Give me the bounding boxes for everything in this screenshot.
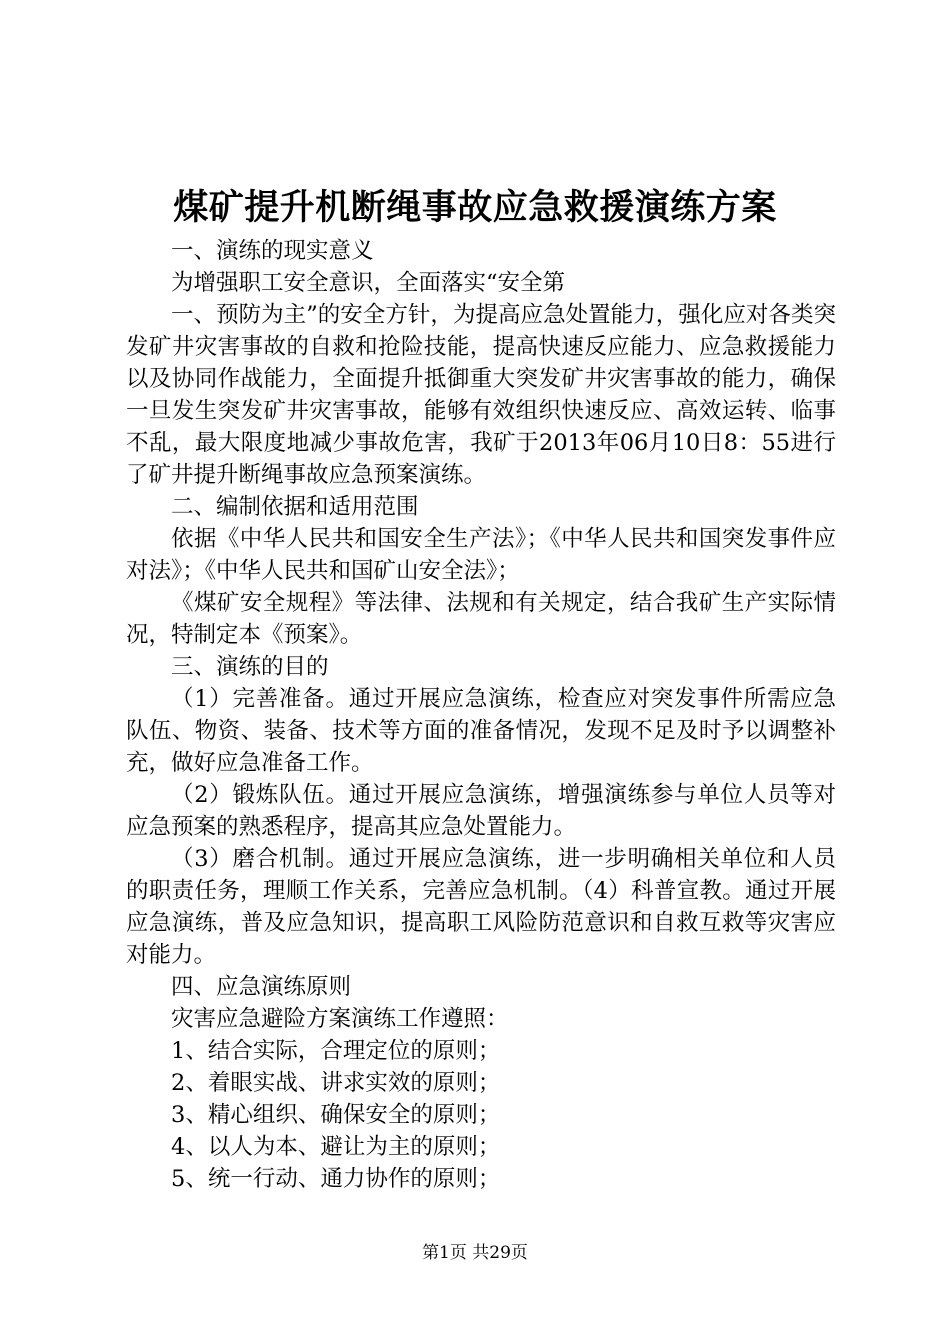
paragraph-intro: 为增强职工安全意识，全面落实“安全第 bbox=[171, 270, 566, 296]
principle-item: 4、以人为本、避让为主的原则； bbox=[171, 1134, 501, 1160]
document-title: 煤矿提升机断绳事故应急救援演练方案 bbox=[173, 187, 777, 228]
section-heading-2: 二、编制依据和适用范围 bbox=[171, 494, 419, 520]
paragraph-basis-laws: 依据《中华人民共和国安全生产法》；《中华人民共和国突发事件应对法》；《中华人民共和国矿山安全法》； bbox=[126, 526, 836, 584]
principle-item: 5、统一行动、通力协作的原则； bbox=[171, 1166, 501, 1192]
paragraph-basis-rules: 《煤矿安全规程》等法律、法规和有关规定，结合我矿生产实际情况，特制定本《预案》。 bbox=[126, 590, 836, 648]
section-heading-1: 一、演练的现实意义 bbox=[171, 238, 374, 264]
paragraph-significance: 一、预防为主”的安全方针，为提高应急处置能力，强化应对各类突发矿井灾害事故的自救和抢险技能，提高快速反应能力、应急救援能力以及协同作战能力，全面提升抵御重大突发矿井灾害事故的能力，确保一旦发生突发矿井灾害事故，能够有效组织快速反应、高效运转、临事不乱，最大限度地减少事故危害，我矿于2013年06月10日8：55进行了矿井提升断绳事故应急预案演练。 bbox=[126, 302, 836, 488]
section-heading-4: 四、应急演练原则 bbox=[171, 974, 352, 1000]
paragraph-purpose-1: （1）完善准备。通过开展应急演练，检查应对突发事件所需应急队伍、物资、装备、技术等方面的准备情况，发现不足及时予以调整补充，做好应急准备工作。 bbox=[126, 686, 836, 776]
principle-item: 1、结合实际，合理定位的原则； bbox=[171, 1038, 501, 1064]
principle-item: 3、精心组织、确保安全的原则； bbox=[171, 1102, 501, 1128]
paragraph-principles-intro: 灾害应急避险方案演练工作遵照： bbox=[171, 1006, 509, 1032]
section-heading-3: 三、演练的目的 bbox=[171, 654, 329, 680]
page-number: 第1页 共29页 bbox=[422, 1243, 528, 1263]
document-body bbox=[126, 235, 836, 1195]
paragraph-purpose-2: （2）锻炼队伍。通过开展应急演练，增强演练参与单位人员等对应急预案的熟悉程序，提高其应急处置能力。 bbox=[126, 782, 836, 840]
paragraph-purpose-3: （3）磨合机制。通过开展应急演练，进一步明确相关单位和人员的职责任务，理顺工作关系，完善应急机制。（4）科普宣教。通过开展应急演练，普及应急知识，提高职工风险防范意识和自救互救等灾害应对能力。 bbox=[126, 846, 836, 968]
principle-item: 2、着眼实战、讲求实效的原则； bbox=[171, 1070, 501, 1096]
